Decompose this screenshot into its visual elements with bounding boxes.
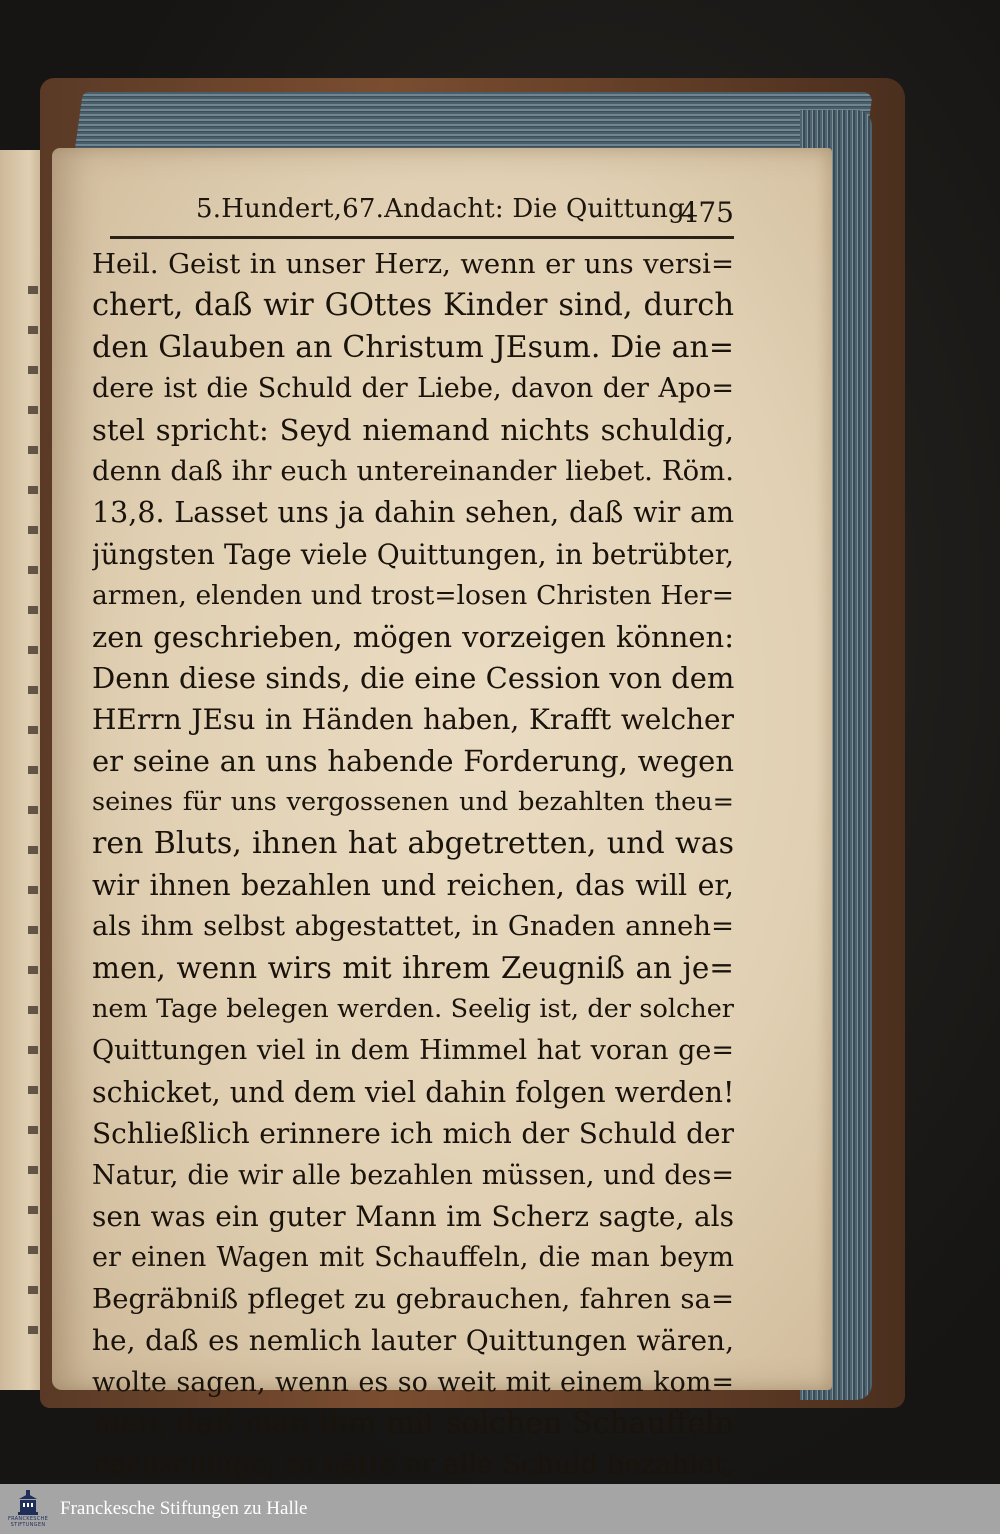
text-line: den Glauben an Christum JEsum. Die an= xyxy=(92,329,734,365)
text-line: 13,8. Lasset uns ja dahin sehen, daß wir am xyxy=(92,496,734,530)
text-line: wolte sagen, wenn es so weit mit einem kom= xyxy=(92,1366,734,1398)
text-line: Quittungen viel in dem Himmel hat voran ge= xyxy=(92,1035,734,1067)
text-line: nem Tage belegen werden. Seelig ist, der solcher xyxy=(92,994,734,1025)
header-rule xyxy=(110,236,734,239)
running-title: 5.Hundert,67.Andacht: Die Quittung. xyxy=(196,194,694,224)
text-line: Begräbniß pfleget zu gebrauchen, fahren sa= xyxy=(92,1282,734,1315)
text-line: stel spricht: Seyd niemand nichts schuldig, xyxy=(92,412,734,447)
footer-institution-name: Franckesche Stiftungen zu Halle xyxy=(60,1498,308,1519)
text-line: Heil. Geist in unser Herz, wenn er uns versi= xyxy=(92,248,734,280)
logo-text-bottom: STIFTUNGEN xyxy=(10,1522,46,1528)
text-line: er einen Wagen mit Schauffeln, die man beym xyxy=(92,1242,734,1274)
building-emblem-icon xyxy=(17,1490,39,1516)
text-line: armen, elenden und trost=losen Christen Her= xyxy=(92,580,734,612)
text-line: men, wenn wirs mit ihrem Zeugniß an je= xyxy=(92,950,734,985)
text-line: nachschlüge, so hätte er alle Schuld bezahlet, xyxy=(92,1448,734,1481)
footer-bar xyxy=(0,1484,1000,1534)
logo-text-top: FRANCKESCHE xyxy=(7,1516,49,1522)
text-line: HErrn JEsu in Händen haben, Krafft welcher xyxy=(92,703,734,737)
text-line: he, daß es nemlich lauter Quittungen wären, xyxy=(92,1324,734,1358)
text-line: Schließlich erinnere ich mich der Schuld der xyxy=(92,1117,734,1151)
left-page-text-fragments xyxy=(28,260,38,1360)
page-body-text xyxy=(92,244,734,1527)
text-line: zen geschrieben, mögen vorzeigen können: xyxy=(92,619,734,654)
text-line: sen was ein guter Mann im Scherz sagte, als xyxy=(92,1199,734,1233)
text-line: ren Bluts, ihnen hat abgetretten, und was xyxy=(92,826,734,862)
page-number: 475 xyxy=(680,196,734,229)
text-line: chert, daß wir GOttes Kinder sind, durch xyxy=(92,288,734,324)
text-line: Denn diese sinds, die eine Cession von dem xyxy=(92,660,734,695)
text-line: er seine an uns habende Forderung, wegen xyxy=(92,743,734,778)
institution-logo xyxy=(8,1487,48,1531)
text-line: Natur, die wir alle bezahlen müssen, und des= xyxy=(92,1159,734,1191)
text-line: wir ihnen bezahlen und reichen, das will er, xyxy=(92,868,734,902)
text-line: denn daß ihr euch untereinander liebet. Röm. xyxy=(92,454,734,487)
text-line: seines für uns vergossenen und bezahlten theu= xyxy=(92,787,734,818)
text-line: dere ist die Schuld der Liebe, davon der Apo= xyxy=(92,373,734,405)
running-head xyxy=(110,194,740,234)
text-line: men, daß man ihm mit solchen Schauffeln xyxy=(92,1405,734,1441)
text-line: als ihm selbst abgestattet, in Gnaden anneh= xyxy=(92,910,734,943)
text-line: schicket, und dem viel dahin folgen werden! xyxy=(92,1075,734,1109)
text-line: jüngsten Tage viele Quittungen, in betrübter, xyxy=(92,537,734,571)
